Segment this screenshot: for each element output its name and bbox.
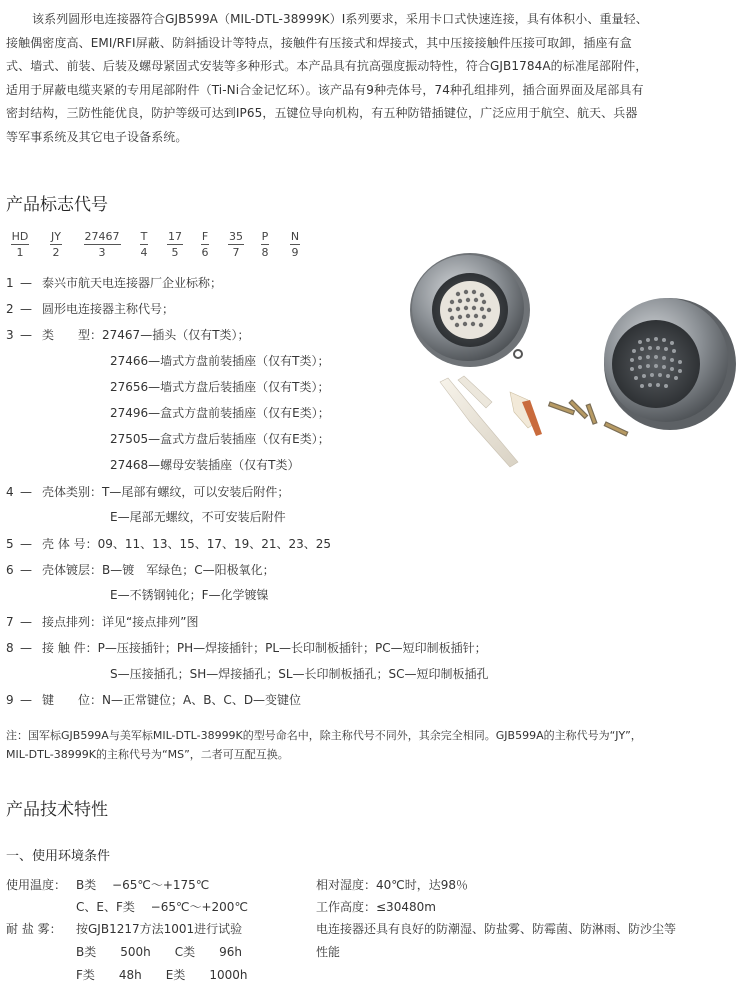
item-number: 2 — [6, 302, 14, 316]
code-index: 6 — [201, 246, 209, 259]
protection-line: 电连接器还具有良好的防潮湿、防盐雾、防霉菌、防淋雨、防沙尘等 — [316, 922, 677, 936]
code-index: 1 — [16, 246, 24, 259]
type-line: 27656—墙式方盘后装插座（仅有T类）； — [110, 380, 330, 394]
code-value: 17 — [168, 230, 182, 243]
salt-f-e: F类 48h E类 1000h — [76, 968, 248, 982]
mounting-lug — [514, 350, 522, 358]
salt-label: 耐 盐 雾： — [6, 922, 62, 936]
type-line: 27496—盒式方盘前装插座（仅有E类）； — [110, 406, 330, 420]
item-text: 27467—插头（仅有T类）； — [102, 328, 250, 342]
item-dash: — — [20, 563, 32, 577]
code-index: 5 — [171, 246, 179, 259]
contact-pins — [549, 400, 628, 436]
shell-class-line: E—尾部无螺纹，不可安装后附件 — [110, 510, 286, 524]
code-index: 3 — [98, 246, 106, 259]
item-label: 键 位： — [42, 693, 103, 707]
item-text: 泰兴市航天电连接器厂企业标称； — [42, 276, 223, 290]
item-dash: — — [20, 485, 32, 499]
intro-line: 密封结构，三防性能优良，防护等级可达到IP65，五键位导向机构，有五种防错插键位，广泛应用于航空、航天、兵器 — [6, 106, 638, 120]
item-number: 8 — [6, 641, 14, 655]
type-line: 27505—盒式方盘后装插座（仅有E类）； — [110, 432, 330, 446]
temp-cef-class: C、E、F类 −65℃～+200℃ — [76, 900, 248, 914]
item-number: 3 — [6, 328, 14, 342]
item-text: T—尾部有螺纹，可以安装后附件； — [102, 485, 290, 499]
item-number: 1 — [6, 276, 14, 290]
code-cell — [0, 230, 40, 260]
item-number: 5 — [6, 537, 14, 551]
item-dash: — — [20, 537, 32, 551]
humidity: 相对湿度：40℃时，达98％ — [316, 878, 469, 892]
item-dash: — — [20, 302, 32, 316]
item-number: 9 — [6, 693, 14, 707]
designation-item-7 — [6, 614, 198, 630]
code-index: 7 — [232, 246, 240, 259]
env-section-title: 一、使用环境条件 — [6, 849, 111, 864]
item-label: 类 型： — [42, 328, 103, 342]
designation-item-6 — [6, 562, 275, 578]
code-index: 9 — [291, 246, 299, 259]
intro-line: 适用于屏蔽电缆夹紧的专用尾部附件（Ti-Ni合金记忆环）。该产品有9种壳体号，74种孔组排列，插合面界面及尾部具有 — [6, 82, 644, 97]
item-text: 详见“接点排列”图 — [102, 615, 199, 629]
connector-photo — [400, 252, 740, 482]
designation-item-3 — [6, 327, 250, 343]
item-number: 6 — [6, 563, 14, 577]
item-number: 4 — [6, 485, 14, 499]
code-index: 2 — [52, 246, 60, 259]
item-dash: — — [20, 641, 32, 655]
designation-item-5 — [6, 536, 331, 552]
code-value: JY — [51, 230, 61, 243]
code-cell — [275, 230, 315, 260]
code-value: 35 — [229, 230, 243, 243]
code-value: N — [290, 230, 300, 243]
item-dash: — — [20, 615, 32, 629]
code-value: T — [140, 230, 148, 243]
item-dash: — — [20, 276, 32, 290]
protection-line: 性能 — [316, 945, 341, 959]
type-line: 27468—螺母安装插座（仅有T类） — [110, 458, 300, 472]
contact-tools — [440, 376, 542, 467]
designation-title: 产品标志代号 — [6, 195, 108, 215]
item-dash: — — [20, 328, 32, 342]
item-label: 壳体类别： — [42, 485, 103, 499]
designation-item-2 — [6, 301, 174, 317]
item-text: 圆形电连接器主称代号； — [42, 302, 175, 316]
temp-b-class: B类 −65℃～+175℃ — [76, 878, 210, 892]
item-label: 接 触 件： — [42, 641, 98, 655]
code-cell — [36, 230, 76, 260]
designation-item-8 — [6, 640, 487, 656]
contact-line: S—压接插孔；SH—焊接插孔；SL—长印制板插孔；SC—短印制板插孔 — [110, 667, 489, 681]
item-label: 壳体镀层： — [42, 563, 103, 577]
item-label: 壳 体 号： — [42, 537, 98, 551]
intro-line: 式、墙式、前装、后装及螺母紧固式安装等多种形式。本产品具有抗高强度振动特性，符合GJB1784A的标准尾部附件， — [6, 59, 648, 73]
code-index: 8 — [261, 246, 269, 259]
item-text: P—压接插针；PH—焊接插针；PL—长印制板插针；PC—短印制板插针； — [97, 641, 487, 655]
item-number: 7 — [6, 615, 14, 629]
intro-line: 接触偶密度高、EMI/RFI屏蔽、防斜插设计等特点，接触件有压接式和焊接式，其中压接接触件压接可取卸，插座有盒 — [6, 35, 632, 50]
code-value: HD — [11, 230, 29, 243]
note-line: 注：国军标GJB599A与美军标MIL-DTL-38999K的型号命名中，除主称代号不同外，其余完全相同。GJB599A的主称代号为“JY”， — [6, 729, 642, 742]
salt-method: 按GJB1217方法1001进行试验 — [76, 922, 243, 936]
plug-connector — [604, 298, 736, 430]
altitude: 工作高度：≤30480m — [316, 900, 436, 914]
note-line: MIL-DTL-38999K的主称代号为“MS”，二者可互配互换。 — [6, 748, 289, 761]
code-value: F — [201, 230, 209, 243]
designation-item-9 — [6, 692, 301, 708]
plating-line: E—不锈钢钝化；F—化学镀镍 — [110, 588, 269, 602]
designation-note — [6, 726, 744, 764]
salt-b-c: B类 500h C类 96h — [76, 945, 242, 959]
item-text: N—正常键位；A、B、C、D—变键位 — [102, 693, 302, 707]
item-dash: — — [20, 693, 32, 707]
designation-item-1 — [6, 275, 222, 291]
receptacle-connector — [410, 253, 530, 367]
code-value: 27467 — [84, 230, 120, 243]
type-line: 27466—墙式方盘前装插座（仅有T类）； — [110, 354, 330, 368]
code-cell — [82, 230, 122, 260]
code-value: P — [261, 230, 269, 243]
item-label: 接点排列： — [42, 615, 103, 629]
intro-paragraph — [6, 8, 742, 149]
intro-line: 等军事系统及其它电子设备系统。 — [6, 129, 188, 144]
intro-line: 该系列圆形电连接器符合GJB599A（MIL-DTL-38999K）I系列要求，采用卡口式快速连接，具有体积小、重量轻、 — [32, 12, 648, 26]
item-text: B—镀 军绿色；C—阳极氧化； — [102, 563, 275, 577]
tech-title: 产品技术特性 — [6, 800, 108, 820]
code-index: 4 — [140, 246, 148, 259]
designation-item-4 — [6, 484, 289, 500]
item-text: 09、11、13、15、17、19、21、23、25 — [97, 537, 332, 551]
temp-label: 使用温度： — [6, 878, 67, 892]
